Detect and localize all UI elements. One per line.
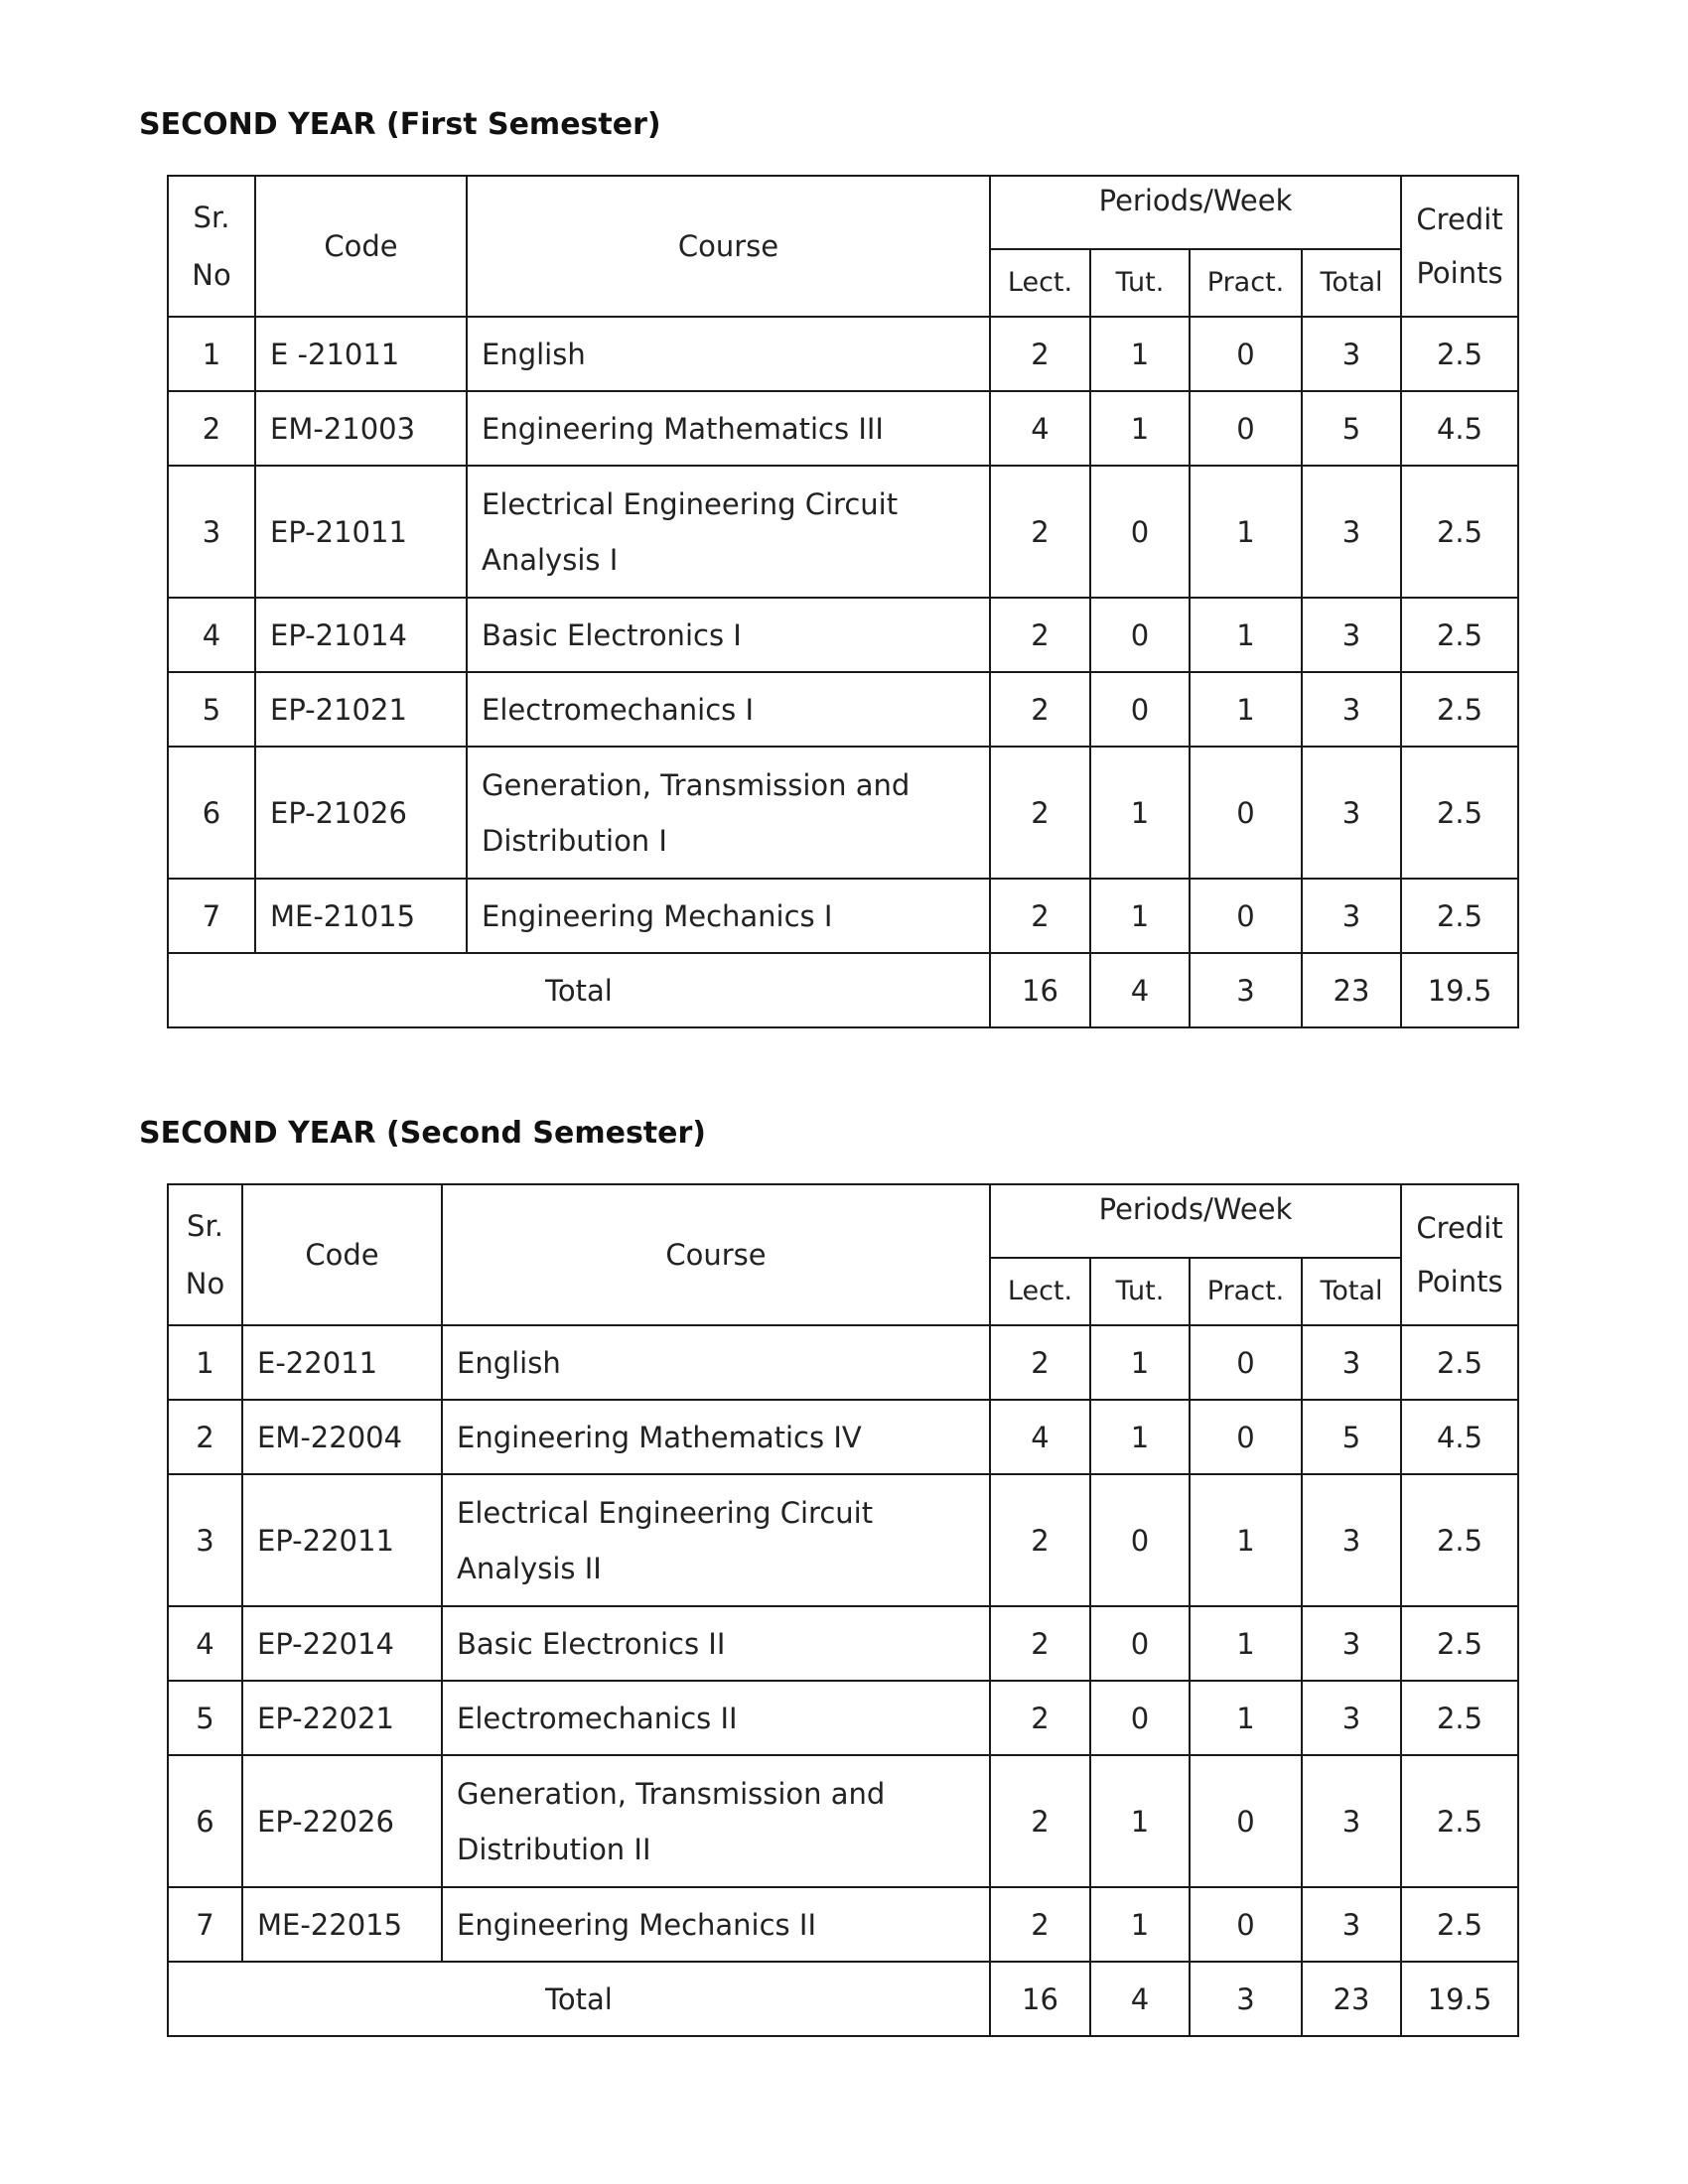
total-cell: 3 xyxy=(1302,466,1401,598)
header-total: Total xyxy=(1302,1258,1401,1325)
table-row xyxy=(168,1681,1518,1755)
course-cell: Basic Electronics I xyxy=(467,598,990,672)
lect-cell: 2 xyxy=(990,1681,1090,1755)
section-title-first-semester: SECOND YEAR (First Semester) xyxy=(139,107,661,142)
header-course: Course xyxy=(442,1184,990,1325)
code-cell: ME-21015 xyxy=(255,879,467,953)
table-row xyxy=(168,672,1518,747)
sr-no-cell: 4 xyxy=(168,598,255,672)
table-row xyxy=(168,1755,1518,1887)
pract-cell: 0 xyxy=(1190,1887,1302,1962)
code-cell: EM-22004 xyxy=(242,1400,442,1474)
sr-no-cell: 6 xyxy=(168,1755,242,1887)
code-cell: EM-21003 xyxy=(255,391,467,466)
credit-cell: 2.5 xyxy=(1401,1474,1518,1606)
course-cell: Generation, Transmission and Distribution II xyxy=(442,1755,990,1887)
total-label-cell: Total xyxy=(168,953,990,1027)
pract-cell: 1 xyxy=(1190,598,1302,672)
total-cell: 5 xyxy=(1302,391,1401,466)
table-row xyxy=(168,1887,1518,1962)
sr-no-cell: 2 xyxy=(168,391,255,466)
pract-cell: 0 xyxy=(1190,391,1302,466)
table-row xyxy=(168,1325,1518,1400)
sr-no-cell: 5 xyxy=(168,672,255,747)
section-title-second-semester: SECOND YEAR (Second Semester) xyxy=(139,1116,706,1151)
total-cell: 3 xyxy=(1302,1325,1401,1400)
table-row xyxy=(168,747,1518,879)
header-code: Code xyxy=(242,1184,442,1325)
code-cell: EP-21021 xyxy=(255,672,467,747)
lect-cell: 4 xyxy=(990,391,1090,466)
lect-cell: 2 xyxy=(990,672,1090,747)
total-label-cell: Total xyxy=(168,1962,990,2036)
total-cell: 3 xyxy=(1302,879,1401,953)
sr-no-cell: 5 xyxy=(168,1681,242,1755)
tut-cell: 1 xyxy=(1090,1755,1190,1887)
pract-cell: 0 xyxy=(1190,1755,1302,1887)
total-cell: 3 xyxy=(1302,747,1401,879)
credit-cell: 2.5 xyxy=(1401,1755,1518,1887)
tut-cell: 0 xyxy=(1090,1681,1190,1755)
header-lect: Lect. xyxy=(990,249,1090,317)
header-total: Total xyxy=(1302,249,1401,317)
total-cell: 3 xyxy=(1302,1887,1401,1962)
total-lect-cell: 16 xyxy=(990,953,1090,1027)
total-tut-cell: 4 xyxy=(1090,1962,1190,2036)
lect-cell: 2 xyxy=(990,317,1090,391)
credit-cell: 4.5 xyxy=(1401,1400,1518,1474)
tut-cell: 1 xyxy=(1090,1325,1190,1400)
credit-cell: 2.5 xyxy=(1401,747,1518,879)
sr-no-cell: 4 xyxy=(168,1606,242,1681)
tut-cell: 1 xyxy=(1090,1400,1190,1474)
code-cell: EP-22014 xyxy=(242,1606,442,1681)
total-cell: 3 xyxy=(1302,598,1401,672)
header-credit-points: Credit Points xyxy=(1401,1184,1518,1325)
total-cell: 3 xyxy=(1302,1755,1401,1887)
sr-no-cell: 3 xyxy=(168,466,255,598)
header-pract: Pract. xyxy=(1190,249,1302,317)
sr-no-cell: 1 xyxy=(168,317,255,391)
sr-no-cell: 3 xyxy=(168,1474,242,1606)
tut-cell: 1 xyxy=(1090,317,1190,391)
table-row xyxy=(168,879,1518,953)
code-cell: EP-21026 xyxy=(255,747,467,879)
header-lect: Lect. xyxy=(990,1258,1090,1325)
curriculum-table-second-semester xyxy=(167,1183,1519,2037)
header-periods-week: Periods/Week xyxy=(990,176,1401,249)
total-lect-cell: 16 xyxy=(990,1962,1090,2036)
lect-cell: 2 xyxy=(990,1606,1090,1681)
lect-cell: 2 xyxy=(990,1474,1090,1606)
course-cell: Engineering Mathematics III xyxy=(467,391,990,466)
sr-no-cell: 6 xyxy=(168,747,255,879)
credit-cell: 2.5 xyxy=(1401,672,1518,747)
total-cell: 3 xyxy=(1302,1681,1401,1755)
course-cell: Electrical Engineering Circuit Analysis I xyxy=(467,466,990,598)
tut-cell: 0 xyxy=(1090,1474,1190,1606)
course-cell: English xyxy=(442,1325,990,1400)
lect-cell: 2 xyxy=(990,1325,1090,1400)
credit-cell: 2.5 xyxy=(1401,1325,1518,1400)
pract-cell: 1 xyxy=(1190,672,1302,747)
tut-cell: 1 xyxy=(1090,391,1190,466)
lect-cell: 2 xyxy=(990,1887,1090,1962)
pract-cell: 0 xyxy=(1190,1400,1302,1474)
lect-cell: 2 xyxy=(990,466,1090,598)
header-sr-no: Sr. No xyxy=(168,1184,242,1325)
code-cell: EP-21014 xyxy=(255,598,467,672)
lect-cell: 2 xyxy=(990,747,1090,879)
header-periods-week: Periods/Week xyxy=(990,1184,1401,1258)
credit-cell: 2.5 xyxy=(1401,466,1518,598)
pract-cell: 0 xyxy=(1190,747,1302,879)
tut-cell: 1 xyxy=(1090,747,1190,879)
table-row xyxy=(168,1606,1518,1681)
total-cell: 3 xyxy=(1302,1606,1401,1681)
table-row xyxy=(168,466,1518,598)
course-cell: Basic Electronics II xyxy=(442,1606,990,1681)
header-tut: Tut. xyxy=(1090,249,1190,317)
course-cell: Engineering Mechanics II xyxy=(442,1887,990,1962)
course-cell: English xyxy=(467,317,990,391)
table-row xyxy=(168,1474,1518,1606)
table-row xyxy=(168,1400,1518,1474)
credit-cell: 2.5 xyxy=(1401,1887,1518,1962)
total-total-cell: 23 xyxy=(1302,1962,1401,2036)
course-cell: Engineering Mathematics IV xyxy=(442,1400,990,1474)
table-row xyxy=(168,598,1518,672)
lect-cell: 4 xyxy=(990,1400,1090,1474)
tut-cell: 0 xyxy=(1090,466,1190,598)
pract-cell: 1 xyxy=(1190,466,1302,598)
tut-cell: 0 xyxy=(1090,672,1190,747)
credit-cell: 2.5 xyxy=(1401,1681,1518,1755)
code-cell: EP-21011 xyxy=(255,466,467,598)
credit-cell: 2.5 xyxy=(1401,598,1518,672)
credit-cell: 4.5 xyxy=(1401,391,1518,466)
total-row xyxy=(168,1962,1518,2036)
sr-no-cell: 7 xyxy=(168,879,255,953)
header-tut: Tut. xyxy=(1090,1258,1190,1325)
course-cell: Electromechanics I xyxy=(467,672,990,747)
course-cell: Engineering Mechanics I xyxy=(467,879,990,953)
pract-cell: 1 xyxy=(1190,1474,1302,1606)
course-cell: Electrical Engineering Circuit Analysis II xyxy=(442,1474,990,1606)
total-tut-cell: 4 xyxy=(1090,953,1190,1027)
code-cell: EP-22011 xyxy=(242,1474,442,1606)
code-cell: E -21011 xyxy=(255,317,467,391)
total-cell: 5 xyxy=(1302,1400,1401,1474)
lect-cell: 2 xyxy=(990,879,1090,953)
curriculum-table-first-semester xyxy=(167,175,1519,1028)
code-cell: ME-22015 xyxy=(242,1887,442,1962)
tut-cell: 1 xyxy=(1090,1887,1190,1962)
total-credit-cell: 19.5 xyxy=(1401,1962,1518,2036)
header-credit-points: Credit Points xyxy=(1401,176,1518,317)
total-cell: 3 xyxy=(1302,1474,1401,1606)
pract-cell: 0 xyxy=(1190,879,1302,953)
credit-cell: 2.5 xyxy=(1401,879,1518,953)
pract-cell: 0 xyxy=(1190,317,1302,391)
total-cell: 3 xyxy=(1302,317,1401,391)
total-pract-cell: 3 xyxy=(1190,953,1302,1027)
tut-cell: 1 xyxy=(1090,879,1190,953)
pract-cell: 1 xyxy=(1190,1606,1302,1681)
sr-no-cell: 2 xyxy=(168,1400,242,1474)
credit-cell: 2.5 xyxy=(1401,317,1518,391)
header-code: Code xyxy=(255,176,467,317)
tut-cell: 0 xyxy=(1090,1606,1190,1681)
code-cell: E-22011 xyxy=(242,1325,442,1400)
code-cell: EP-22026 xyxy=(242,1755,442,1887)
lect-cell: 2 xyxy=(990,1755,1090,1887)
lect-cell: 2 xyxy=(990,598,1090,672)
credit-cell: 2.5 xyxy=(1401,1606,1518,1681)
pract-cell: 0 xyxy=(1190,1325,1302,1400)
course-cell: Electromechanics II xyxy=(442,1681,990,1755)
total-pract-cell: 3 xyxy=(1190,1962,1302,2036)
sr-no-cell: 7 xyxy=(168,1887,242,1962)
sr-no-cell: 1 xyxy=(168,1325,242,1400)
total-row xyxy=(168,953,1518,1027)
total-credit-cell: 19.5 xyxy=(1401,953,1518,1027)
tut-cell: 0 xyxy=(1090,598,1190,672)
code-cell: EP-22021 xyxy=(242,1681,442,1755)
header-sr-no: Sr. No xyxy=(168,176,255,317)
total-cell: 3 xyxy=(1302,672,1401,747)
pract-cell: 1 xyxy=(1190,1681,1302,1755)
header-pract: Pract. xyxy=(1190,1258,1302,1325)
table-row xyxy=(168,391,1518,466)
total-total-cell: 23 xyxy=(1302,953,1401,1027)
course-cell: Generation, Transmission and Distribution I xyxy=(467,747,990,879)
header-course: Course xyxy=(467,176,990,317)
table-row xyxy=(168,317,1518,391)
